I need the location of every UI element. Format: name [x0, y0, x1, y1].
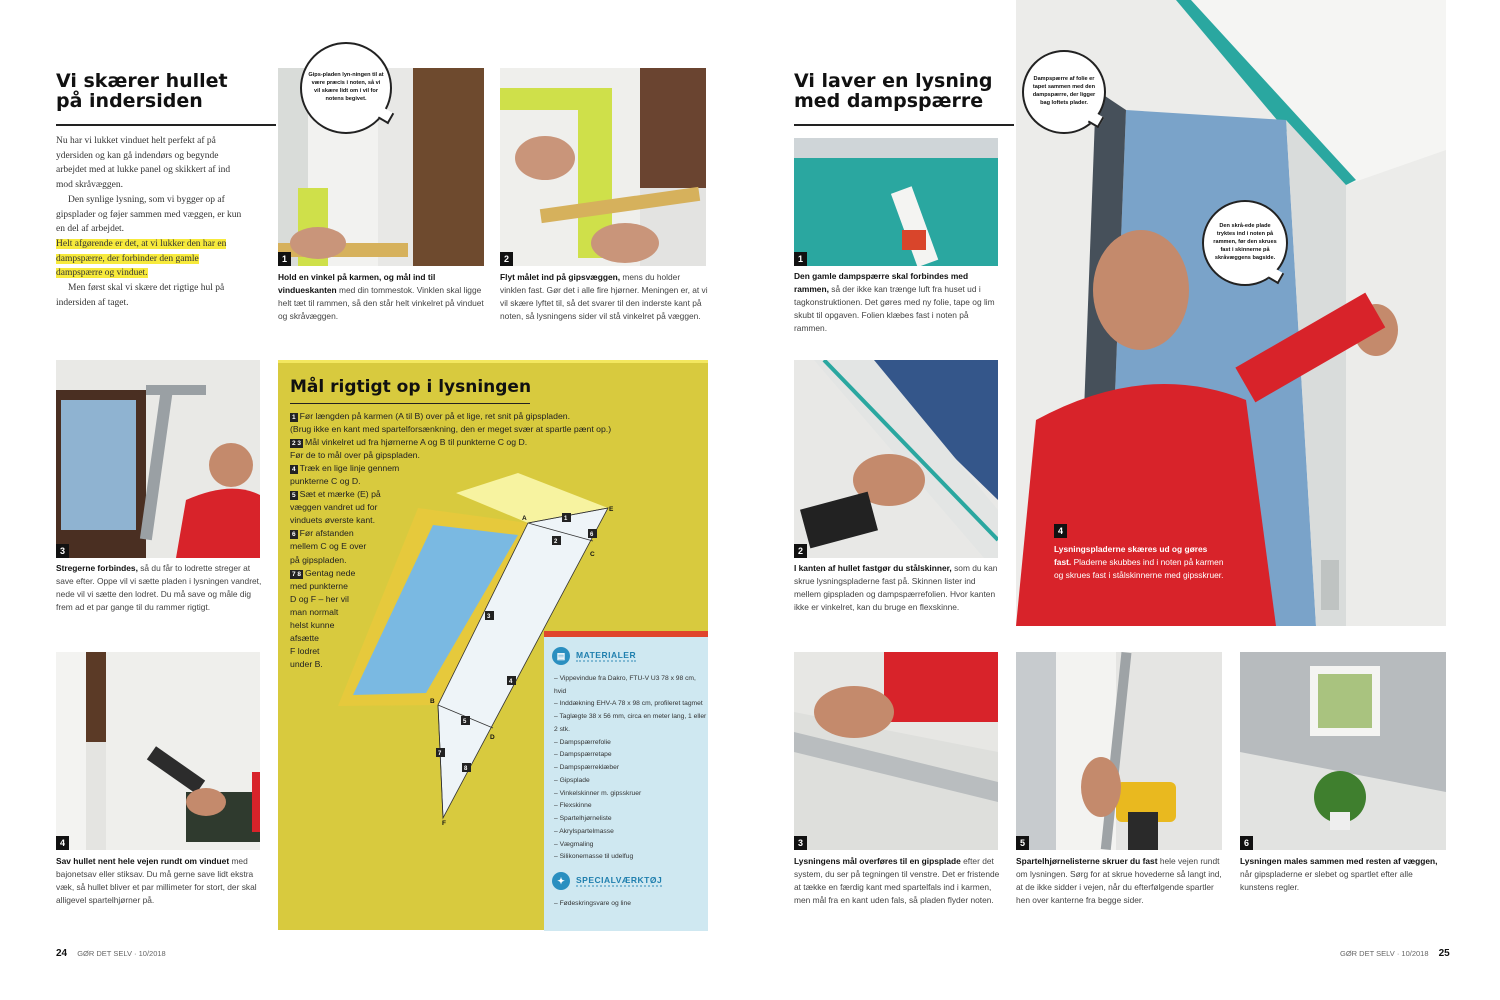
r-caption-1-text: så der ikke kan trænge luft fra huset ud i tagkonstruktionen. Det gøres med ny folie, tape og lim skubt til opgaven. Folien klæbes fast i noten på rammen. — [794, 284, 995, 334]
left-title: Vi skærer hullet på indersiden — [56, 70, 228, 112]
r-step-number-3: 3 — [794, 836, 807, 850]
measure-step-number: 6 — [292, 531, 296, 539]
r-photo-3-image — [794, 652, 998, 850]
diagram-point-a: A — [522, 515, 527, 522]
speech-bubble-right-mid: Den skrå-ede plade tryktes ind i noten på rammen, før den skrues fast i skinnerne på skråvæggens bagside. — [1202, 200, 1288, 286]
caption-step-3 — [56, 562, 262, 614]
r-caption-4-bold: Lysningspladerne skæres ud og gøres fast. — [1054, 544, 1208, 568]
materials-item: – Inddækning EHV-A 78 x 98 cm, profileret tagmet — [554, 700, 703, 708]
measure-box — [278, 360, 708, 930]
materials-title: MATERIALER — [576, 650, 637, 660]
tools-icon: ✦ — [552, 872, 570, 890]
diagram-point-d: D — [490, 734, 495, 741]
materials-item: – Dampspærreklæber — [554, 764, 620, 772]
r-step-number-4: 4 — [1054, 524, 1067, 538]
r-photo-step-5 — [1016, 652, 1222, 850]
photo-step-2 — [500, 68, 706, 266]
diagram-point-e: E — [609, 506, 614, 513]
diagram-label-7: 7 — [438, 751, 442, 757]
tools-list — [554, 898, 708, 911]
left-footer-text: GØR DET SELV · 10/2018 — [77, 949, 166, 958]
diagram-label-3: 3 — [487, 614, 491, 620]
right-title-rule — [794, 124, 1014, 126]
materials-item: – Vægmaling — [554, 840, 594, 848]
measure-box-title: Mål rigtigt op i lysningen — [290, 377, 532, 397]
photo-2-image — [500, 68, 706, 266]
intro-p4: Men først skal vi skære det rigtige hul på indersiden af taget. — [56, 283, 225, 308]
diagram-point-f: F — [442, 820, 446, 827]
materials-item: – Taglægte 38 x 56 mm, circa en meter lang, 1 eller 2 stk. — [554, 713, 707, 733]
step-number-2: 2 — [500, 252, 513, 266]
intro-p2: Den synlige lysning, som vi bygger op af gipsplader og føjer sammen med væggen, er kun en del af arbejdet. — [56, 194, 242, 235]
r-caption-step-1 — [794, 270, 1000, 335]
intro-highlight: Helt afgørende er det, at vi lukker den har en dampspærre, der forbinder den gamle dampspærre og vinduet. — [56, 239, 227, 279]
diagram-label-6: 6 — [590, 532, 594, 538]
measure-step-text: D og F – her vil — [290, 593, 349, 604]
step-number-4: 4 — [56, 836, 69, 850]
caption-step-2 — [500, 271, 708, 323]
intro-text — [56, 134, 246, 311]
left-page-number: 24 — [56, 948, 68, 959]
diagram-label-5: 5 — [463, 719, 467, 725]
r-photo-2-image — [794, 360, 998, 558]
measure-step-text: F lodret — [290, 645, 320, 656]
right-footer-text: GØR DET SELV · 10/2018 — [1340, 949, 1429, 958]
r-caption-step-5 — [1016, 855, 1224, 907]
materials-item: – Flexskinne — [554, 802, 592, 810]
caption-1-text: med din tommestok. Vinklen skal ligge helt tæt til rammen, så den står helt vinkelret på vinduet og skråvæggen. — [278, 285, 484, 322]
caption-3-bold: Stregerne forbindes, — [56, 563, 138, 573]
tools-item: – Fødeskringsvare og line — [554, 900, 631, 908]
r-caption-6-bold: Lysningen males sammen med resten af væggen, — [1240, 856, 1438, 866]
r-photo-step-6 — [1240, 652, 1446, 850]
r-caption-2-bold: I kanten af hullet fastgør du stålskinner, — [794, 563, 952, 573]
caption-step-1 — [278, 271, 486, 323]
step-number-3: 3 — [56, 544, 69, 558]
r-caption-step-4 — [1054, 543, 1224, 582]
caption-step-4 — [56, 855, 262, 907]
r-photo-step-2 — [794, 360, 998, 558]
measure-step-text: man normalt — [290, 606, 339, 617]
caption-4-bold: Sav hullet nent hele vejen rundt om vinduet — [56, 856, 230, 866]
tools-title: SPECIALVÆRKTØJ — [576, 875, 663, 886]
caption-1-bold: Hold en vinkel på karmen, og mål ind til vindueskanten — [278, 272, 436, 296]
r-photo-5-image — [1016, 652, 1222, 850]
r-caption-step-2 — [794, 562, 1000, 614]
materials-item: – Dampspærrefolie — [554, 738, 611, 746]
measure-step-text: Før de to mål over på gipspladen. — [290, 450, 420, 461]
r-photo-1-image — [794, 138, 998, 266]
title-rule — [56, 124, 276, 126]
measure-step-number: 5 — [292, 492, 296, 500]
materials-item: – Akrylspartelmasse — [554, 827, 614, 835]
r-caption-3-text: efter det system, du ser på tegningen til venstre. Det er fristende at tække en færdig kant med spartelfals ind i karmen, men mål fra en kant uden fals, så pladen flyder noten. — [794, 856, 1000, 906]
photo-step-4 — [56, 652, 260, 850]
r-step-number-5: 5 — [1016, 836, 1029, 850]
diagram-label-8: 8 — [464, 766, 468, 772]
photo-step-3 — [56, 360, 260, 558]
caption-2-text: mens du holder vinklen fast. Gør det i alle fire hjørner. Meningen er, at vi vil skære lyftet til, så det svarer til den inderste kant på noten, så lysningens sider vil stå vinkelret på væggen. — [500, 272, 708, 322]
r-caption-5-text: hele vejen rundt om lysningen. Sørg for at skrue hovederne så langt ind, at de ikke sidder i vejen, når du efterfølgende spartler hen over kanterne fra begge sider. — [1016, 856, 1222, 906]
measure-step-text: væggen vandret ud for — [290, 502, 378, 513]
r-caption-1-bold: Den gamle dampspærre skal forbindes med rammen, — [794, 271, 969, 295]
materials-item: – Dampspærretape — [554, 751, 612, 759]
diagram-label-2: 2 — [554, 539, 558, 545]
measure-step-text: under B. — [290, 658, 323, 669]
r-photo-step-1 — [794, 138, 998, 266]
r-step-number-1: 1 — [794, 252, 807, 266]
r-photo-6-image — [1240, 652, 1446, 850]
measure-step-text: Før afstanden — [299, 528, 354, 539]
measure-step-text: Mål vinkelret ud fra hjørnerne A og B til punkterne C og D. — [305, 437, 528, 448]
caption-4-text: med bajonetsav eller stiksav. Du må gerne save lidt ekstra væk, så hullet bliver et par millimeter for stort, der skal alligevel spartelhjørner på. — [56, 856, 257, 906]
diagram-label-1: 1 — [564, 516, 568, 522]
materials-item: – Vippevindue fra Dakro, FTU-V U3 78 x 98 cm, hvid — [554, 675, 696, 695]
r-caption-3-bold: Lysningens mål overføres til en gipsplade — [794, 856, 961, 866]
measure-step-text: vinduets øverste kant. — [290, 515, 375, 526]
right-page-number: 25 — [1438, 948, 1450, 959]
r-caption-5-bold: Spartelhjørnelisterne skruer du fast — [1016, 856, 1158, 866]
intro-p1: Nu har vi lukket vinduet helt perfekt af på ydersiden og kan gå indendørs og begynde arbejdet med at lukke panel og skikkert af ind mod skråvæggen. — [56, 136, 231, 191]
r-caption-6-text: når gipspladerne er slebet og spartlet efter alle kunstens regler. — [1240, 869, 1413, 893]
measure-step-text: Sæt et mærke (E) på — [299, 489, 381, 500]
materials-icon: ▤ — [552, 647, 570, 665]
measure-step-text: på gipspladen. — [290, 554, 347, 565]
materials-item: – Spartelhjørneliste — [554, 815, 612, 823]
right-footer — [1340, 948, 1450, 959]
measure-step-text: (Brug ikke en kant med spartelforsænkning, den er meget svær at spartle pænt op.) — [290, 424, 612, 435]
measure-step-number: 7 8 — [292, 570, 302, 578]
r-caption-step-6 — [1240, 855, 1448, 894]
materials-panel — [544, 631, 708, 931]
speech-bubble-right-top: Dampspærre af folie er tapet sammen med den dampspærre, der ligger bag loftets plader. — [1022, 50, 1106, 134]
measure-step-text: afsætte — [290, 632, 319, 643]
r-step-number-6: 6 — [1240, 836, 1253, 850]
diagram-label-4: 4 — [509, 679, 513, 685]
materials-item: – Silikonemasse til udelfug — [554, 853, 634, 861]
measure-step-text: punkterne C og D. — [290, 476, 361, 487]
r-caption-2-text: som du kan skrue lysningspladerne fast på. Skinnen lister ind mellem gipspladen og dampspærrefolien. Hvor kanten ikke er vinkelret, kan du bruge en flexskinne. — [794, 563, 998, 613]
left-footer — [56, 948, 166, 959]
caption-3-text: så du får to lodrette streger at save efter. Oppe vil vi sætte pladen i lysningen vandret, nede vil vi sætte den lodret. Du må save og måle dig frem ad et par gange til du rammer rigtigt. — [56, 563, 262, 613]
materials-item: – Vinkelskinner m. gipsskruer — [554, 789, 642, 797]
measure-step-text: Før længden på karmen (A til B) over på et lige, ret snit på gipspladen. — [299, 411, 571, 421]
right-page — [750, 0, 1500, 1000]
diagram-point-c: C — [590, 551, 595, 558]
r-step-number-2: 2 — [794, 544, 807, 558]
measure-step-text: Træk en lige linje gennem — [299, 463, 400, 474]
photo-4-image — [56, 652, 260, 850]
caption-2-bold: Flyt målet ind på gipsvæggen, — [500, 272, 621, 282]
r-caption-step-3 — [794, 855, 1000, 907]
measure-step-text: med punkterne — [290, 580, 348, 591]
r-photo-step-3 — [794, 652, 998, 850]
diagram-point-b: B — [430, 698, 435, 705]
measure-step-text: mellem C og E over — [290, 541, 367, 552]
measure-step-text: Gentag nede — [305, 567, 356, 578]
step-number-1: 1 — [278, 252, 291, 266]
r-caption-4-text: Pladerne skubbes ind i noten på karmen og skrues fast i stålskinnerne med gipsskruer. — [1054, 557, 1224, 581]
speech-bubble-left: Gips-pladen lyn-ningen til at være præcis i noten, så vi vil skære lidt om i vil for notens begivet. — [300, 42, 392, 134]
photo-3-image — [56, 360, 260, 558]
right-title: Vi laver en lysning med dampspærre — [794, 70, 993, 112]
measure-step-text: helst kunne — [290, 619, 335, 630]
measure-step-number: 4 — [292, 466, 296, 474]
measure-step-number: 2 3 — [292, 440, 302, 448]
measure-step-number: 1 — [292, 414, 296, 421]
materials-item: – Gipsplade — [554, 776, 590, 784]
materials-list — [554, 673, 708, 864]
